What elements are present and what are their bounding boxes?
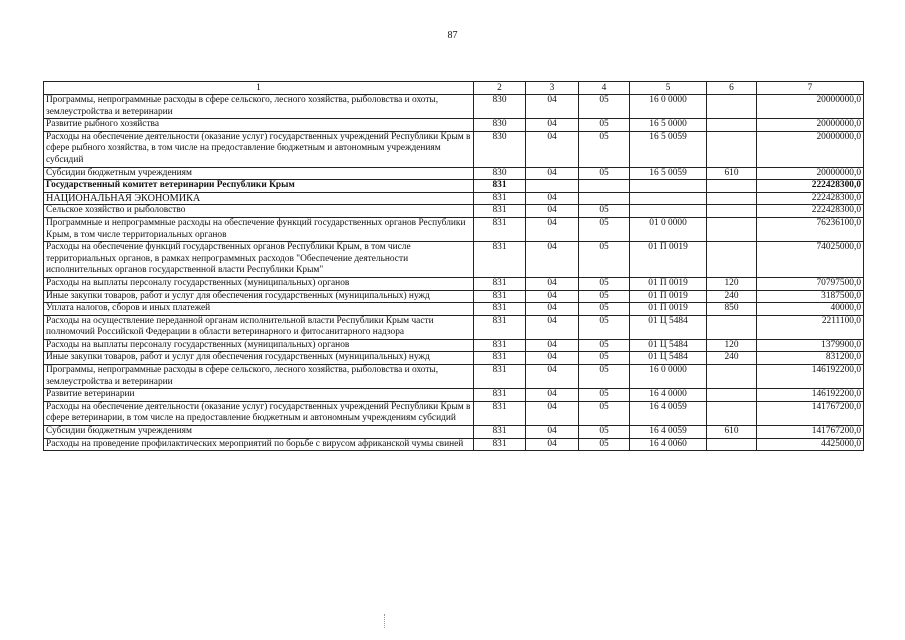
- table-row: [44, 401, 864, 425]
- row-admin-code-cell: 831: [474, 277, 526, 290]
- column-header: 5: [630, 82, 707, 95]
- table-row: [44, 352, 864, 365]
- row-subsection-cell: 05: [579, 205, 630, 218]
- column-header: 2: [474, 82, 526, 95]
- table-row: [44, 205, 864, 218]
- row-name-cell: Сельское хозяйство и рыболовство: [44, 205, 474, 218]
- row-admin-code-cell: 831: [474, 290, 526, 303]
- row-admin-code-cell: 831: [474, 303, 526, 316]
- row-section-cell: 04: [526, 438, 579, 451]
- row-admin-code-cell: 830: [474, 131, 526, 167]
- row-admin-code-cell: 831: [474, 192, 526, 205]
- row-amount-cell: 20000000,0: [757, 119, 864, 132]
- row-expense-type-cell: 610: [707, 426, 757, 439]
- scan-mark: [384, 614, 386, 628]
- budget-table: [43, 81, 864, 451]
- row-target-article-cell: [630, 180, 707, 193]
- row-amount-cell: 831200,0: [757, 352, 864, 365]
- row-subsection-cell: 05: [579, 352, 630, 365]
- table-row: [44, 315, 864, 339]
- table-row: [44, 131, 864, 167]
- table-row: [44, 192, 864, 205]
- row-name-cell: Развитие рыбного хозяйства: [44, 119, 474, 132]
- row-section-cell: 04: [526, 242, 579, 278]
- row-amount-cell: 1379900,0: [757, 339, 864, 352]
- row-expense-type-cell: [707, 401, 757, 425]
- row-name-cell: Программы, непрограммные расходы в сфере сельского, лесного хозяйства, рыболовства и охоты, землеустройства и ветеринарии: [44, 365, 474, 389]
- row-target-article-cell: 01 П 0019: [630, 290, 707, 303]
- table-body: [44, 95, 864, 451]
- row-admin-code-cell: 831: [474, 180, 526, 193]
- row-target-article-cell: 16 4 0059: [630, 426, 707, 439]
- row-subsection-cell: 05: [579, 167, 630, 180]
- row-section-cell: 04: [526, 401, 579, 425]
- row-subsection-cell: 05: [579, 95, 630, 119]
- row-section-cell: 04: [526, 217, 579, 241]
- row-amount-cell: 20000000,0: [757, 131, 864, 167]
- row-subsection-cell: 05: [579, 401, 630, 425]
- row-amount-cell: 20000000,0: [757, 95, 864, 119]
- row-amount-cell: 222428300,0: [757, 205, 864, 218]
- row-amount-cell: 4425000,0: [757, 438, 864, 451]
- table-row: [44, 242, 864, 278]
- row-expense-type-cell: [707, 131, 757, 167]
- row-section-cell: 04: [526, 131, 579, 167]
- row-admin-code-cell: 831: [474, 205, 526, 218]
- row-expense-type-cell: [707, 315, 757, 339]
- row-amount-cell: 2211100,0: [757, 315, 864, 339]
- row-admin-code-cell: 831: [474, 352, 526, 365]
- row-expense-type-cell: [707, 205, 757, 218]
- row-admin-code-cell: 831: [474, 242, 526, 278]
- table-row: [44, 365, 864, 389]
- row-subsection-cell: 05: [579, 426, 630, 439]
- row-subsection-cell: 05: [579, 315, 630, 339]
- row-expense-type-cell: [707, 438, 757, 451]
- row-section-cell: 04: [526, 95, 579, 119]
- row-expense-type-cell: [707, 217, 757, 241]
- row-section-cell: 04: [526, 315, 579, 339]
- row-admin-code-cell: 831: [474, 438, 526, 451]
- row-amount-cell: 141767200,0: [757, 401, 864, 425]
- row-target-article-cell: 01 Ц 5484: [630, 315, 707, 339]
- row-expense-type-cell: 240: [707, 352, 757, 365]
- table-row: [44, 180, 864, 193]
- row-subsection-cell: 05: [579, 389, 630, 402]
- row-section-cell: 04: [526, 365, 579, 389]
- row-amount-cell: 76236100,0: [757, 217, 864, 241]
- row-amount-cell: 3187500,0: [757, 290, 864, 303]
- row-section-cell: 04: [526, 167, 579, 180]
- row-amount-cell: 222428300,0: [757, 180, 864, 193]
- row-section-cell: 04: [526, 119, 579, 132]
- row-amount-cell: 40000,0: [757, 303, 864, 316]
- row-amount-cell: 141767200,0: [757, 426, 864, 439]
- row-amount-cell: 74025000,0: [757, 242, 864, 278]
- row-admin-code-cell: 830: [474, 119, 526, 132]
- row-admin-code-cell: 831: [474, 389, 526, 402]
- table-row: [44, 389, 864, 402]
- row-subsection-cell: 05: [579, 131, 630, 167]
- row-subsection-cell: 05: [579, 290, 630, 303]
- row-section-cell: 04: [526, 277, 579, 290]
- table-row: [44, 95, 864, 119]
- row-target-article-cell: 01 0 0000: [630, 217, 707, 241]
- row-target-article-cell: [630, 205, 707, 218]
- row-amount-cell: 146192200,0: [757, 365, 864, 389]
- row-expense-type-cell: [707, 365, 757, 389]
- row-target-article-cell: 16 4 0060: [630, 438, 707, 451]
- row-subsection-cell: 05: [579, 303, 630, 316]
- row-subsection-cell: 05: [579, 339, 630, 352]
- column-header: 6: [707, 82, 757, 95]
- row-target-article-cell: 01 Ц 5484: [630, 339, 707, 352]
- row-expense-type-cell: [707, 389, 757, 402]
- row-name-cell: Программы, непрограммные расходы в сфере сельского, лесного хозяйства, рыболовства и охоты, землеустройства и ветеринарии: [44, 95, 474, 119]
- table-row: [44, 277, 864, 290]
- row-target-article-cell: 16 4 0000: [630, 389, 707, 402]
- row-name-cell: Программные и непрограммные расходы на обеспечение функций государственных органов Республики Крым, в том числе территориальных органов: [44, 217, 474, 241]
- row-target-article-cell: 16 0 0000: [630, 95, 707, 119]
- row-name-cell: Иные закупки товаров, работ и услуг для обеспечения государственных (муниципальных) нужд: [44, 290, 474, 303]
- column-number-header-row: [44, 82, 864, 95]
- table-row: [44, 290, 864, 303]
- row-expense-type-cell: 850: [707, 303, 757, 316]
- table-row: [44, 438, 864, 451]
- row-admin-code-cell: 831: [474, 401, 526, 425]
- row-target-article-cell: [630, 192, 707, 205]
- table-row: [44, 339, 864, 352]
- table-row: [44, 119, 864, 132]
- row-target-article-cell: 01 П 0019: [630, 242, 707, 278]
- row-expense-type-cell: 120: [707, 277, 757, 290]
- row-subsection-cell: 05: [579, 242, 630, 278]
- row-expense-type-cell: 240: [707, 290, 757, 303]
- row-section-cell: 04: [526, 303, 579, 316]
- column-header: 4: [579, 82, 630, 95]
- row-target-article-cell: 01 П 0019: [630, 303, 707, 316]
- row-amount-cell: 70797500,0: [757, 277, 864, 290]
- row-section-cell: 04: [526, 339, 579, 352]
- row-target-article-cell: 01 П 0019: [630, 277, 707, 290]
- row-section-cell: 04: [526, 290, 579, 303]
- row-subsection-cell: 05: [579, 365, 630, 389]
- page-number: 87: [447, 30, 458, 41]
- row-expense-type-cell: 610: [707, 167, 757, 180]
- row-name-cell: Уплата налогов, сборов и иных платежей: [44, 303, 474, 316]
- table-row: [44, 426, 864, 439]
- row-admin-code-cell: 830: [474, 167, 526, 180]
- row-name-cell: Расходы на осуществление переданной органам исполнительной власти Республики Крым части полномочий Российской Федерации в области ветеринарного и фитосанитарного надзора: [44, 315, 474, 339]
- row-admin-code-cell: 831: [474, 217, 526, 241]
- column-header: 3: [526, 82, 579, 95]
- row-name-cell: Расходы на обеспечение деятельности (оказание услуг) государственных учреждений Республики Крым в сфере ветеринарии, в том числе на предоставление бюджетным и автономным учреждениям субсидий: [44, 401, 474, 425]
- row-expense-type-cell: 120: [707, 339, 757, 352]
- table-row: [44, 167, 864, 180]
- row-subsection-cell: [579, 180, 630, 193]
- row-target-article-cell: 01 Ц 5484: [630, 352, 707, 365]
- row-subsection-cell: [579, 192, 630, 205]
- row-admin-code-cell: 831: [474, 365, 526, 389]
- table-row: [44, 303, 864, 316]
- row-target-article-cell: 16 5 0059: [630, 131, 707, 167]
- row-admin-code-cell: 831: [474, 339, 526, 352]
- column-header: 7: [757, 82, 864, 95]
- row-name-cell: Расходы на обеспечение функций государственных органов Республики Крым, в том числе территориальных органов, в рамках непрограммных расходов "Обеспечение деятельности исполнительных органов государственной власти Республики Крым": [44, 242, 474, 278]
- row-name-cell: НАЦИОНАЛЬНАЯ ЭКОНОМИКА: [44, 192, 474, 205]
- row-name-cell: Расходы на проведение профилактических мероприятий по борьбе с вирусом африканской чумы свиней: [44, 438, 474, 451]
- row-section-cell: 04: [526, 426, 579, 439]
- row-target-article-cell: 16 5 0059: [630, 167, 707, 180]
- row-admin-code-cell: 831: [474, 315, 526, 339]
- row-subsection-cell: 05: [579, 217, 630, 241]
- row-section-cell: 04: [526, 205, 579, 218]
- row-admin-code-cell: 831: [474, 426, 526, 439]
- row-subsection-cell: 05: [579, 277, 630, 290]
- row-section-cell: 04: [526, 352, 579, 365]
- row-expense-type-cell: [707, 242, 757, 278]
- row-section-cell: 04: [526, 192, 579, 205]
- row-target-article-cell: 16 4 0059: [630, 401, 707, 425]
- row-name-cell: Расходы на обеспечение деятельности (оказание услуг) государственных учреждений Республики Крым в сфере рыбного хозяйства, в том числе на предоставление бюджетным и автономным учреждениям субсидий: [44, 131, 474, 167]
- row-name-cell: Субсидии бюджетным учреждениям: [44, 426, 474, 439]
- row-expense-type-cell: [707, 192, 757, 205]
- row-section-cell: [526, 180, 579, 193]
- row-amount-cell: 146192200,0: [757, 389, 864, 402]
- row-amount-cell: 20000000,0: [757, 167, 864, 180]
- row-name-cell: Развитие ветеринарии: [44, 389, 474, 402]
- row-target-article-cell: 16 5 0000: [630, 119, 707, 132]
- row-expense-type-cell: [707, 119, 757, 132]
- row-amount-cell: 222428300,0: [757, 192, 864, 205]
- row-admin-code-cell: 830: [474, 95, 526, 119]
- row-subsection-cell: 05: [579, 119, 630, 132]
- table-row: [44, 217, 864, 241]
- row-section-cell: 04: [526, 389, 579, 402]
- row-name-cell: Государственный комитет ветеринарии Республики Крым: [44, 180, 474, 193]
- row-name-cell: Расходы на выплаты персоналу государственных (муниципальных) органов: [44, 339, 474, 352]
- row-name-cell: Иные закупки товаров, работ и услуг для обеспечения государственных (муниципальных) нужд: [44, 352, 474, 365]
- row-name-cell: Субсидии бюджетным учреждениям: [44, 167, 474, 180]
- row-name-cell: Расходы на выплаты персоналу государственных (муниципальных) органов: [44, 277, 474, 290]
- row-subsection-cell: 05: [579, 438, 630, 451]
- row-expense-type-cell: [707, 95, 757, 119]
- row-expense-type-cell: [707, 180, 757, 193]
- row-target-article-cell: 16 0 0000: [630, 365, 707, 389]
- column-header: 1: [44, 82, 474, 95]
